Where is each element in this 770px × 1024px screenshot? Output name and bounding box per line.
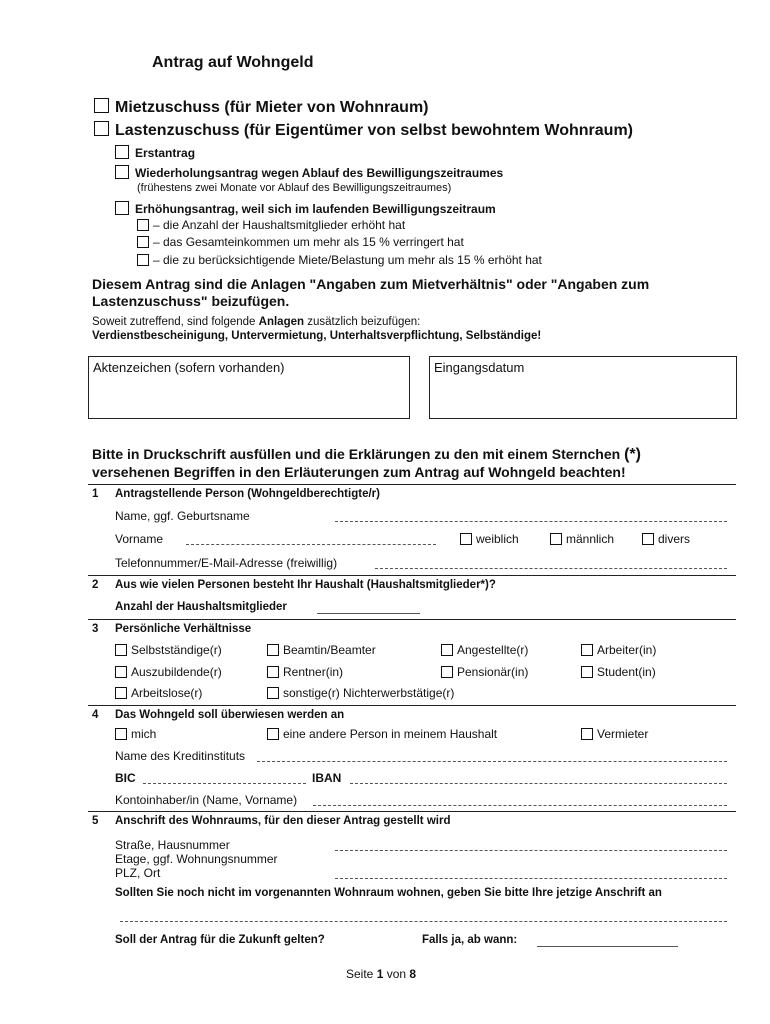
student-label: Student(in) <box>597 665 656 679</box>
aktenzeichen-label: Aktenzeichen (sofern vorhanden) <box>93 360 285 375</box>
holder-field[interactable] <box>313 805 727 806</box>
wiederholung-checkbox[interactable] <box>115 165 129 179</box>
section-1-title: Antragstellende Person (Wohngeldberechtigte/r) <box>115 488 380 500</box>
section-5-rule <box>88 811 736 812</box>
anlagen-note-bold: Anlagen <box>258 316 305 328</box>
gender-maennlich[interactable] <box>550 532 614 546</box>
aktenzeichen-box[interactable] <box>88 356 410 419</box>
vermieter-checkbox[interactable] <box>581 728 593 740</box>
contact-field[interactable] <box>375 568 727 569</box>
anlagen-heading-1: Diesem Antrag sind die Anlagen "Angaben zum Mietverhältnis" oder "Angaben zum <box>92 276 650 292</box>
since-label: Falls ja, ab wann: <box>422 934 518 946</box>
status-selbststaendig[interactable] <box>115 643 222 657</box>
option-erhoehung[interactable] <box>115 201 496 216</box>
wiederholung-note: (frühestens zwei Monate vor Ablauf des Bewilligungszeitraumes) <box>137 182 452 194</box>
contact-label: Telefonnummer/E-Mail-Adresse (freiwillig) <box>115 556 338 570</box>
bank-field[interactable] <box>257 761 727 762</box>
auszubildende-checkbox[interactable] <box>115 666 127 678</box>
pensionaer-label: Pensionär(in) <box>457 665 529 679</box>
eingangsdatum-box[interactable] <box>429 356 737 419</box>
payee-mich[interactable] <box>115 727 156 741</box>
plz-label: PLZ, Ort <box>115 866 161 880</box>
status-rentner[interactable] <box>267 665 343 679</box>
option-wiederholung[interactable] <box>115 165 503 180</box>
haushalt-checkbox[interactable] <box>137 219 149 231</box>
plz-field[interactable] <box>335 878 727 879</box>
student-checkbox[interactable] <box>581 666 593 678</box>
beamter-label: Beamtin/Beamter <box>283 643 376 657</box>
arbeiter-checkbox[interactable] <box>581 644 593 656</box>
maennlich-label: männlich <box>566 532 615 546</box>
vorname-label: Vorname <box>115 532 164 546</box>
erhoehung-checkbox[interactable] <box>115 201 129 215</box>
status-beamter[interactable] <box>267 643 376 657</box>
count-label: Anzahl der Haushaltsmitglieder <box>115 601 287 613</box>
rentner-checkbox[interactable] <box>267 666 279 678</box>
future-question: Soll der Antrag für die Zukunft gelten? <box>115 934 325 946</box>
vermieter-label: Vermieter <box>597 727 649 741</box>
erhoehung-item-miete[interactable] <box>137 253 542 267</box>
anlagen-note <box>92 316 420 328</box>
page-mid: von <box>383 967 410 981</box>
instruction-text-1: Bitte in Druckschrift ausfüllen und die Erklärungen zu den mit einem Sternchen <box>92 446 621 462</box>
instruction-line-2: versehenen Begriffen in den Erläuterungen zum Antrag auf Wohngeld beachten! <box>92 464 626 480</box>
floor-label: Etage, ggf. Wohnungsnummer <box>115 852 278 866</box>
option-lastenzuschuss[interactable] <box>94 121 633 140</box>
selbststaendig-label: Selbstständige(r) <box>131 643 222 657</box>
page-pre: Seite <box>346 967 377 981</box>
section-3-rule <box>88 619 736 620</box>
page-current: 1 <box>376 967 384 981</box>
anlagen-heading-2: Lastenzuschuss" beizufügen. <box>92 293 290 309</box>
sonstige-label: sonstige(r) Nichterwerbstätige(r) <box>283 686 455 700</box>
weiblich-label: weiblich <box>476 532 519 546</box>
instruction-line-1 <box>92 446 641 464</box>
divers-checkbox[interactable] <box>642 533 654 545</box>
lastenzuschuss-checkbox[interactable] <box>94 121 109 136</box>
section-3-number: 3 <box>92 623 99 635</box>
haushalt-label: – die Anzahl der Haushaltsmitglieder erhöht hat <box>153 218 406 232</box>
section-1-number: 1 <box>92 488 99 500</box>
status-auszubildende[interactable] <box>115 665 222 679</box>
gender-divers[interactable] <box>642 532 690 546</box>
status-angestellte[interactable] <box>441 643 528 657</box>
auszubildende-label: Auszubildende(r) <box>131 665 222 679</box>
section-1-rule <box>88 484 736 485</box>
erhoehung-item-haushalt[interactable] <box>137 218 405 232</box>
option-erstantrag[interactable] <box>115 145 195 160</box>
status-arbeitslose[interactable] <box>115 686 202 700</box>
section-4-title: Das Wohngeld soll überwiesen werden an <box>115 709 345 721</box>
bic-label: BIC <box>115 771 136 785</box>
anlagen-note-pre: Soweit zutreffend, sind folgende <box>92 316 259 328</box>
current-address-note: Sollten Sie noch nicht im vorgenannten Wohnraum wohnen, geben Sie bitte Ihre jetzige Anschrift an <box>115 887 662 899</box>
maennlich-checkbox[interactable] <box>550 533 562 545</box>
instruction-star: (*) <box>624 446 641 463</box>
bic-field[interactable] <box>143 783 306 784</box>
anlagen-note-post: zusätzlich beizufügen: <box>304 316 421 328</box>
payee-andere-person[interactable] <box>267 727 497 741</box>
status-arbeiter[interactable] <box>581 643 656 657</box>
iban-field[interactable] <box>350 783 727 784</box>
name-field[interactable] <box>335 521 727 522</box>
erstantrag-checkbox[interactable] <box>115 145 129 159</box>
arbeitslose-label: Arbeitslose(r) <box>131 686 203 700</box>
page-number <box>346 967 416 981</box>
andere-person-label: eine andere Person in meinem Haushalt <box>283 727 498 741</box>
status-student[interactable] <box>581 665 656 679</box>
vorname-field[interactable] <box>186 544 436 545</box>
divers-label: divers <box>658 532 691 546</box>
arbeiter-label: Arbeiter(in) <box>597 643 657 657</box>
status-sonstige[interactable] <box>267 686 454 700</box>
erhoehung-item-einkommen[interactable] <box>137 235 464 249</box>
section-4-rule <box>88 705 736 706</box>
einkommen-checkbox[interactable] <box>137 236 149 248</box>
sonstige-checkbox[interactable] <box>267 687 279 699</box>
name-label: Name, ggf. Geburtsname <box>115 509 250 523</box>
selbststaendig-checkbox[interactable] <box>115 644 127 656</box>
mietzuschuss-checkbox[interactable] <box>94 98 109 113</box>
wiederholung-label: Wiederholungsantrag wegen Ablauf des Bewilligungszeitraumes <box>135 166 504 180</box>
section-3-title: Persönliche Verhältnisse <box>115 623 252 635</box>
pensionaer-checkbox[interactable] <box>441 666 453 678</box>
lastenzuschuss-label: Lastenzuschuss (für Eigentümer von selbst bewohntem Wohnraum) <box>115 122 633 139</box>
weiblich-checkbox[interactable] <box>460 533 472 545</box>
angestellte-checkbox[interactable] <box>441 644 453 656</box>
count-field[interactable] <box>317 613 420 614</box>
erstantrag-label: Erstantrag <box>135 146 196 160</box>
status-pensionaer[interactable] <box>441 665 528 679</box>
page-title: Antrag auf Wohngeld <box>152 54 314 71</box>
mietzuschuss-label: Mietzuschuss (für Mieter von Wohnraum) <box>115 99 429 116</box>
street-label: Straße, Hausnummer <box>115 838 230 852</box>
anlagen-list: Verdienstbescheinigung, Untervermietung, Unterhaltsverpflichtung, Selbständige! <box>92 330 542 342</box>
miete-label: – die zu berücksichtigende Miete/Belastung um mehr als 15 % erhöht hat <box>153 253 542 267</box>
erhoehung-label: Erhöhungsantrag, weil sich im laufenden Bewilligungszeitraum <box>135 202 496 216</box>
section-4-number: 4 <box>92 709 99 721</box>
section-2-rule <box>88 575 736 576</box>
since-field[interactable] <box>537 946 678 947</box>
section-2-number: 2 <box>92 579 99 591</box>
section-5-title: Anschrift des Wohnraums, für den dieser Antrag gestellt wird <box>115 815 451 827</box>
section-5-number: 5 <box>92 815 99 827</box>
current-address-field[interactable] <box>120 921 727 922</box>
page-total: 8 <box>409 967 417 981</box>
iban-label: IBAN <box>312 771 342 785</box>
andere-person-checkbox[interactable] <box>267 728 279 740</box>
mich-checkbox[interactable] <box>115 728 127 740</box>
angestellte-label: Angestellte(r) <box>457 643 529 657</box>
bank-label: Name des Kreditinstituts <box>115 749 246 763</box>
einkommen-label: – das Gesamteinkommen um mehr als 15 % verringert hat <box>153 235 464 249</box>
beamter-checkbox[interactable] <box>267 644 279 656</box>
street-field[interactable] <box>335 850 727 851</box>
section-2-title: Aus wie vielen Personen besteht Ihr Haushalt (Haushaltsmitglieder*)? <box>115 579 496 591</box>
mich-label: mich <box>131 727 157 741</box>
gender-weiblich[interactable] <box>460 532 519 546</box>
rentner-label: Rentner(in) <box>283 665 344 679</box>
payee-vermieter[interactable] <box>581 727 648 741</box>
holder-label: Kontoinhaber/in (Name, Vorname) <box>115 793 298 807</box>
eingangsdatum-label: Eingangsdatum <box>434 360 525 375</box>
arbeitslose-checkbox[interactable] <box>115 687 127 699</box>
option-mietzuschuss[interactable] <box>94 98 429 117</box>
miete-checkbox[interactable] <box>137 254 149 266</box>
